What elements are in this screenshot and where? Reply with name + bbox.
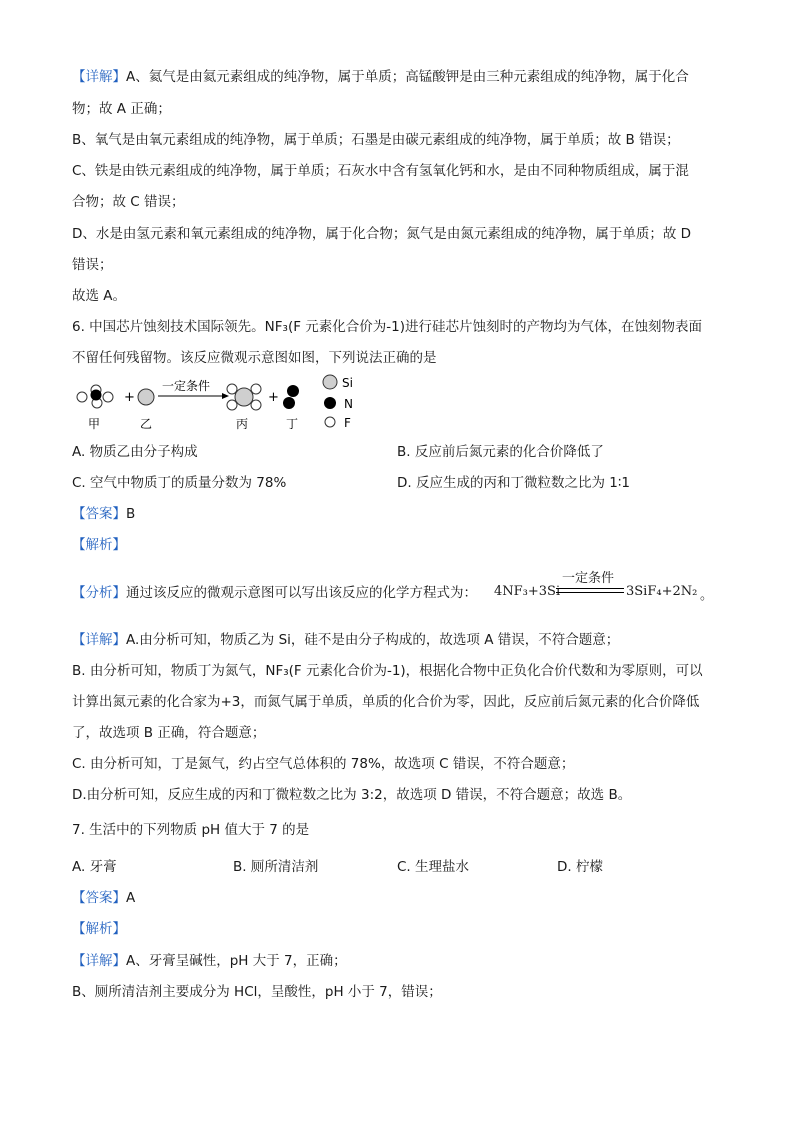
q5-detail-line-5: 合物；故 C 错误； <box>72 194 185 210</box>
label-bing: 丙 <box>236 417 249 431</box>
equation-condition: 一定条件 <box>562 571 615 586</box>
q6-option-c[interactable]: C. 空气中物质丁的质量分数为 78% <box>72 475 287 491</box>
q7-analysis-tag: 【解析】 <box>72 921 126 937</box>
q6-answer: 【答案】B <box>72 506 136 522</box>
q6-analysis-tag: 【解析】 <box>72 537 126 553</box>
legend <box>323 375 353 430</box>
molecule-ding <box>283 385 299 409</box>
q5-detail-line-3: B、氧气是由氧元素组成的纯净物，属于单质；石墨是由碳元素组成的纯净物，属于单质；故 B 错误； <box>72 132 680 148</box>
q6-detail-line-3: 计算出氮元素的化合家为+3，而氮气属于单质，单质的化合价为零，因此，反应前后氮元素的化合价降低 <box>72 694 700 710</box>
equation-double-line-top <box>556 588 624 589</box>
equation-double-line-bottom <box>556 592 624 593</box>
molecule-jia <box>77 385 113 408</box>
atom-yi <box>138 389 154 405</box>
arrow-head <box>222 393 229 399</box>
q6-detail-line-5: C. 由分析可知，丁是氮气，约占空气总体积的 78%，故选项 C 错误，不符合题意； <box>72 756 575 772</box>
q7-option-c[interactable]: C. 生理盐水 <box>397 859 470 875</box>
q5-detail-line-1: 【详解】A、氦气是由氦元素组成的纯净物，属于单质；高锰酸钾是由三种元素组成的纯净物，属于化合 <box>72 69 689 85</box>
q6-stem-line-2: 不留任何残留物。该反应微观示意图如图，下列说法正确的是 <box>72 350 437 366</box>
molecule-bing <box>227 384 261 410</box>
q7-option-d[interactable]: D. 柠檬 <box>557 859 603 875</box>
q5-detail-line-8: 故选 A。 <box>72 288 127 304</box>
label-ding: 丁 <box>286 417 299 431</box>
equation-right: 3SiF₄+2N₂ <box>626 584 698 599</box>
q7-stem: 7. 生活中的下列物质 pH 值大于 7 的是 <box>72 822 310 838</box>
detail-tag: 【详解】 <box>72 69 126 85</box>
legend-si-icon <box>323 375 337 389</box>
equation-end: 。 <box>700 588 714 603</box>
q5-detail-line-7: 错误； <box>72 257 113 273</box>
legend-f-icon <box>325 417 335 427</box>
q5-detail-line-6: D、水是由氢元素和氧元素组成的纯净物，属于化合物；氮气是由氮元素组成的纯净物，属于单质；故 D <box>72 226 692 242</box>
plus-2: + <box>268 390 279 405</box>
q6-option-a[interactable]: A. 物质乙由分子构成 <box>72 444 198 460</box>
equation-left: 4NF₃+3Si <box>494 584 561 599</box>
q5-detail-line-2: 物；故 A 正确； <box>72 101 171 117</box>
label-jia: 甲 <box>88 417 101 431</box>
q6-detail-line-2: B. 由分析可知，物质丁为氮气，NF₃(F 元素化合价为-1)，根据化合物中正负化合价代数和为零原则，可以 <box>72 663 703 679</box>
q7-detail-line-1: 【详解】A、牙膏呈碱性，pH 大于 7，正确； <box>72 953 347 969</box>
q6-detail-line-6: D.由分析可知，反应生成的丙和丁微粒数之比为 3:2，故选项 D 错误，不符合题意；故选 B。 <box>72 787 632 803</box>
legend-si-label: Si <box>342 376 353 390</box>
legend-n-label: N <box>344 397 353 411</box>
q6-option-b[interactable]: B. 反应前后氮元素的化合价降低了 <box>397 444 604 460</box>
legend-f-label: F <box>344 416 351 430</box>
q6-detail-line-1: 【详解】A.由分析可知，物质乙为 Si，硅不是由分子构成的，故选项 A 错误，不符合题意； <box>72 632 620 648</box>
q7-answer: 【答案】A <box>72 890 136 906</box>
q7-option-b[interactable]: B. 厕所清洁剂 <box>233 859 319 875</box>
plus-1: + <box>124 390 135 405</box>
legend-n-icon <box>324 397 336 409</box>
q6-detail-line-4: 了，故选项 B 正确，符合题意； <box>72 725 266 741</box>
reaction-condition: 一定条件 <box>162 379 211 393</box>
q6-stem-line-1: 6. 中国芯片蚀刻技术国际领先。NF₃(F 元素化合价为-1)进行硅芯片蚀刻时的产物均为气体，在蚀刻物表面 <box>72 319 702 335</box>
q6-option-d[interactable]: D. 反应生成的丙和丁微粒数之比为 1∶1 <box>397 475 630 491</box>
label-yi: 乙 <box>140 417 153 431</box>
reaction-diagram <box>72 372 372 434</box>
q6-fenxi-line: 【分析】通过该反应的微观示意图可以写出该反应的化学方程式为： <box>72 585 477 601</box>
q7-option-a[interactable]: A. 牙膏 <box>72 859 117 875</box>
q7-detail-line-2: B、厕所清洁剂主要成分为 HCl，呈酸性，pH 小于 7，错误； <box>72 984 442 1000</box>
q5-detail-line-4: C、铁是由铁元素组成的纯净物，属于单质；石灰水中含有氢氧化钙和水，是由不同种物质组成，属于混 <box>72 163 689 179</box>
